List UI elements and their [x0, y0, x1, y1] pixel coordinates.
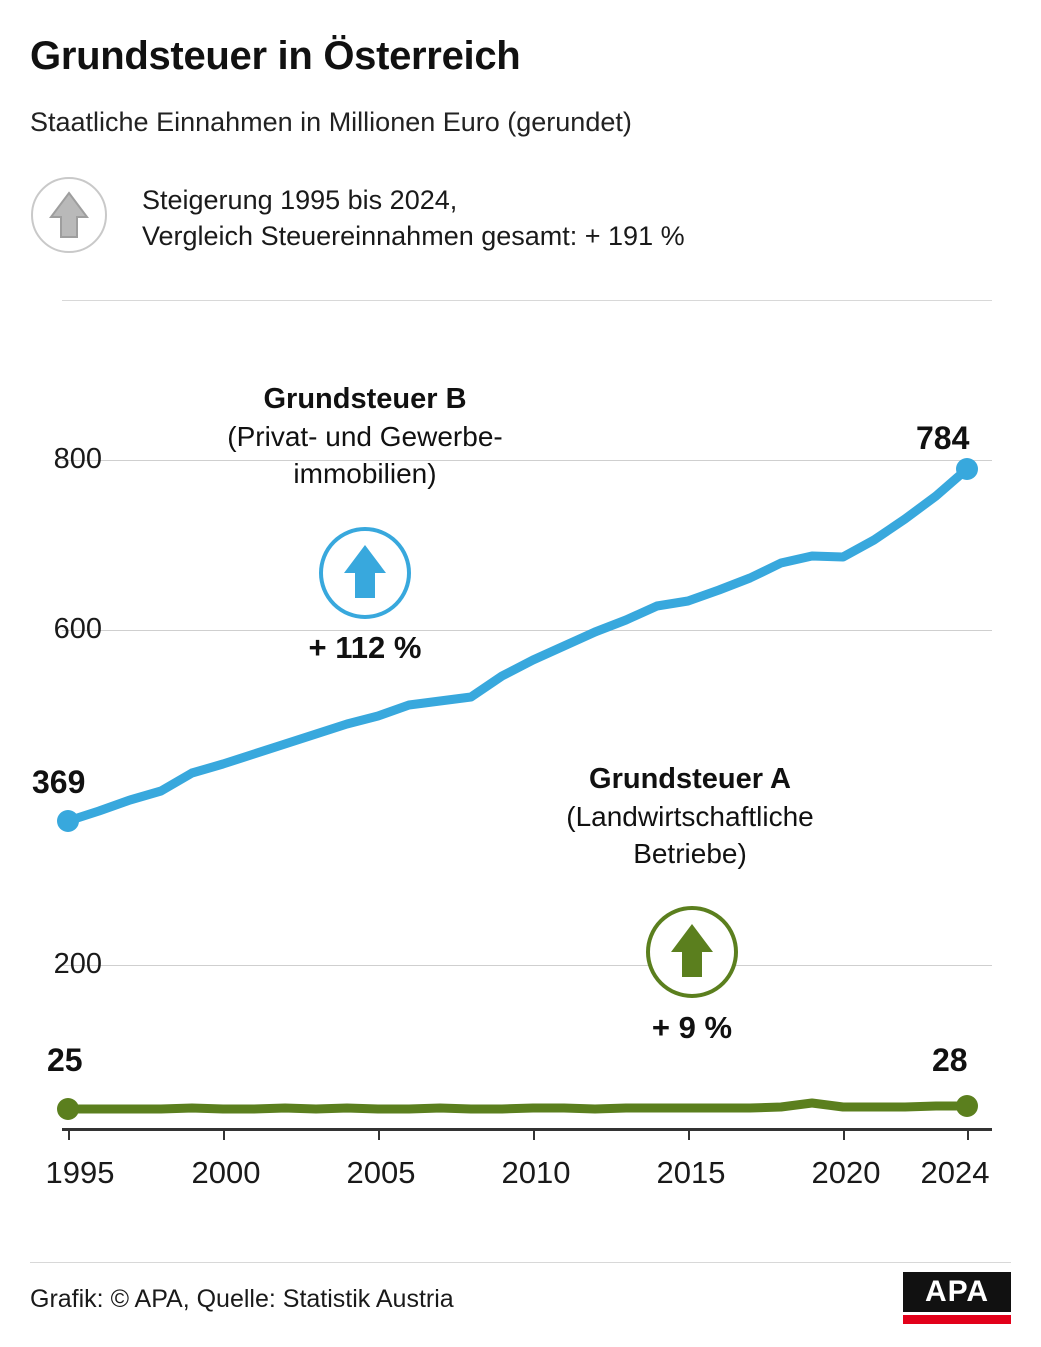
series-a-change-pct: + 9 %: [651, 1010, 733, 1045]
series-a-line: [68, 1103, 967, 1109]
x-axis: [62, 1128, 992, 1131]
apa-logo: [903, 1272, 1011, 1324]
series-a-annotation-sub1: (Landwirtschaftliche: [566, 801, 814, 832]
x-tick-1995: [68, 1128, 70, 1140]
x-axis-label-2000: 2000: [191, 1155, 261, 1190]
footer-divider: [30, 1262, 1011, 1263]
comparison-note: [142, 182, 685, 254]
arrow-up-icon-series-b: [318, 526, 412, 625]
x-tick-2020: [843, 1128, 845, 1140]
series-a-end-label: 28: [932, 1042, 968, 1078]
series-b-annotation-sub1: (Privat- und Gewerbe-: [227, 421, 503, 452]
series-a-end-dot: [956, 1095, 978, 1117]
y-axis-tick-200: 200: [53, 948, 102, 980]
x-axis-label-2015: 2015: [656, 1155, 726, 1190]
arrow-up-icon-series-a: [645, 905, 739, 1004]
source-credit: Grafik: © APA, Quelle: Statistik Austria: [30, 1285, 454, 1313]
series-b-end-label: 784: [916, 420, 970, 456]
apa-logo-bar: [903, 1315, 1011, 1324]
page-subtitle: Staatliche Einnahmen in Millionen Euro (gerundet): [30, 107, 632, 137]
chart-area: [0, 330, 1041, 1170]
page-title: Grundsteuer in Österreich: [30, 34, 521, 78]
series-b-start-dot: [57, 810, 79, 832]
series-b-annotation-title: Grundsteuer B: [263, 383, 467, 415]
series-b-annotation: [155, 380, 575, 492]
comparison-note-line2: Vergleich Steuereinnahmen gesamt: + 191 %: [142, 221, 685, 251]
x-axis-label-1995: 1995: [45, 1155, 115, 1190]
series-a-annotation-title: Grundsteuer A: [589, 763, 791, 795]
apa-logo-text: APA: [903, 1272, 1011, 1312]
series-a-start-dot: [57, 1098, 79, 1120]
x-axis-label-2005: 2005: [346, 1155, 416, 1190]
x-axis-label-2010: 2010: [501, 1155, 571, 1190]
arrow-up-icon: [31, 177, 107, 253]
x-axis-label-2020: 2020: [811, 1155, 881, 1190]
series-a-annotation-sub2: Betriebe): [633, 838, 747, 869]
series-a-annotation: [480, 760, 900, 872]
x-tick-2000: [223, 1128, 225, 1140]
comparison-note-line1: Steigerung 1995 bis 2024,: [142, 185, 458, 215]
series-a-start-label: 25: [47, 1042, 83, 1078]
y-axis-tick-800: 800: [53, 443, 102, 475]
series-b-change-pct: + 112 %: [308, 630, 422, 665]
divider: [62, 300, 992, 301]
x-tick-2024: [967, 1128, 969, 1140]
x-axis-label-2024: 2024: [920, 1155, 990, 1190]
x-tick-2005: [378, 1128, 380, 1140]
x-tick-2015: [688, 1128, 690, 1140]
y-axis-tick-600: 600: [53, 613, 102, 645]
x-axis-labels: [0, 1155, 1041, 1199]
series-b-start-label: 369: [32, 764, 86, 800]
series-b-annotation-sub2: immobilien): [293, 458, 437, 489]
x-tick-2010: [533, 1128, 535, 1140]
series-b-end-dot: [956, 458, 978, 480]
